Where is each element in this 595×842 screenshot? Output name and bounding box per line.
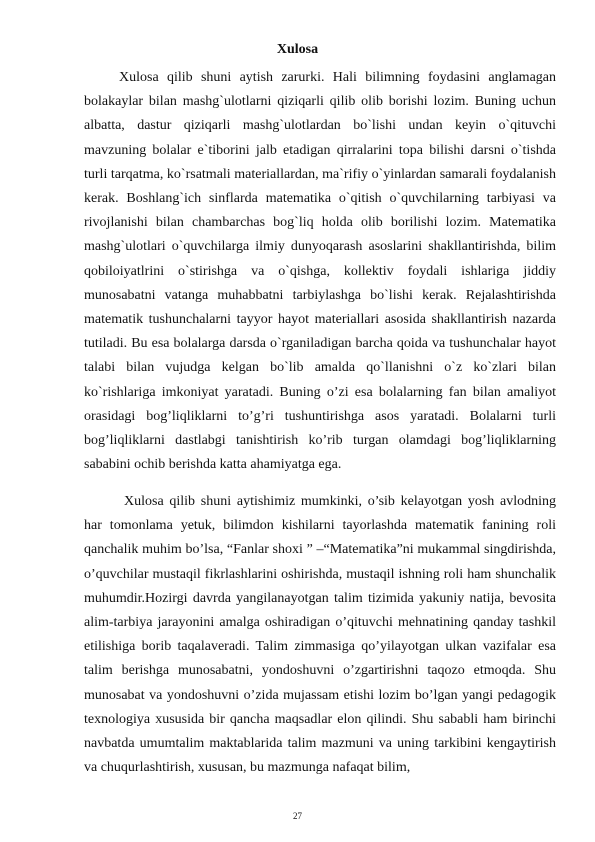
section-title: Xulosa bbox=[276, 42, 319, 57]
paragraph-1: Xulosa qilib shuni aytish zarurki. Hali bilimning foydasini anglamagan bolakaylar bilan mashg`ulotlarni qiziqarli qilib olib borishi lozim. Buning uchun albatta, dastur qiziqarli mashg`ulotlardan bo`lishi undan keyin o`qituvchi mavzuning bolalar e`tiborini jalb etadigan qirralarini topa bilishi darsni o`tishda turli tarqatma, ko`rsatmali materiallardan, ma`rifiy o`yinlardan samarali foydalanish kerak. Boshlang`ich sinflarda matematika o`qitish o`quvchilarning tarbiyasi va rivojlanishi bilan chambarchas bog`liq holda olib borilishi lozim. Matematika mashg`ulotlari o`quvchilarga ilmiy dunyoqarash asoslarini shakllantirishda, bilim qobiloiyatlrini o`stirishga va o`qishga, kollektiv foydali ishlariga jiddiy munosabatni vatanga muhabbatni tarbiylashga bo`lishi kerak. Rejalashtirishda matematik tushunchalarni tayyor hayot materiallari asosida shakllantirish nazarda tutiladi. Bu esa bolalarga darsda o`rganiladigan barcha qoida va tushunchalar hayot talabi bilan vujudga kelgan bo`lib amalda qo`llanishni o`z ko`zlari bilan ko`rishlariga imkoniyat yaratadi. Buning o’zi esa bolalarning fan bilan amaliyot orasidagi bog’liqliklarni to’g’ri tushuntirishga asos yaratadi. Bolalarni turli bog’liqliklarni dastlabgi tanishtirish ko’rib turgan olamdagi bog’liqliklarning sababini ochib berishda katta ahamiyatga ega. bbox=[84, 70, 556, 473]
body-text-block-1 bbox=[84, 66, 556, 477]
page-number: 27 bbox=[293, 811, 302, 821]
paragraph-2: Xulosa qilib shuni aytishimiz mumkinki, o’sib kelayotgan yosh avlodning har tomonlama yetuk, bilimdon kishilarni tayorlashda matematik fanining roli qanchalik muhim bo’lsa, “Fanlar shoxi ” –“Matematika”ni mukammal singdirishda, o’quvchilar mustaqil fikrlashlarini oshirishda, mustaqil ishning roli ham shunchalik muhumdir.Hozirgi davrda yangilanayotgan talim tizimida yakuniy natija, bevosita alim-tarbiya jarayonini amalga oshiradigan o’qituvchi mehnatining qanday tashkil etilishiga borib taqalaveradi. Talim zimmasiga qo’yilayotgan ulkan vazifalar esa talim berishga munosabatni, yondoshuvni o’zgartirishni taqozo etmoqda. Shu munosabat va yondoshuvni o’zida mujassam etishi lozim bo’lgan yangi pedagogik texnologiya xususida bir qancha maqsadlar elon qilindi. Shu sababli ham birinchi navbatda umumtalim maktablarida talim mazmuni va uning tarkibini kengaytirish va chuqurlashtirish, xususan, bu mazmunga nafaqat bilim, bbox=[84, 494, 556, 776]
body-text-block-2 bbox=[84, 490, 556, 780]
